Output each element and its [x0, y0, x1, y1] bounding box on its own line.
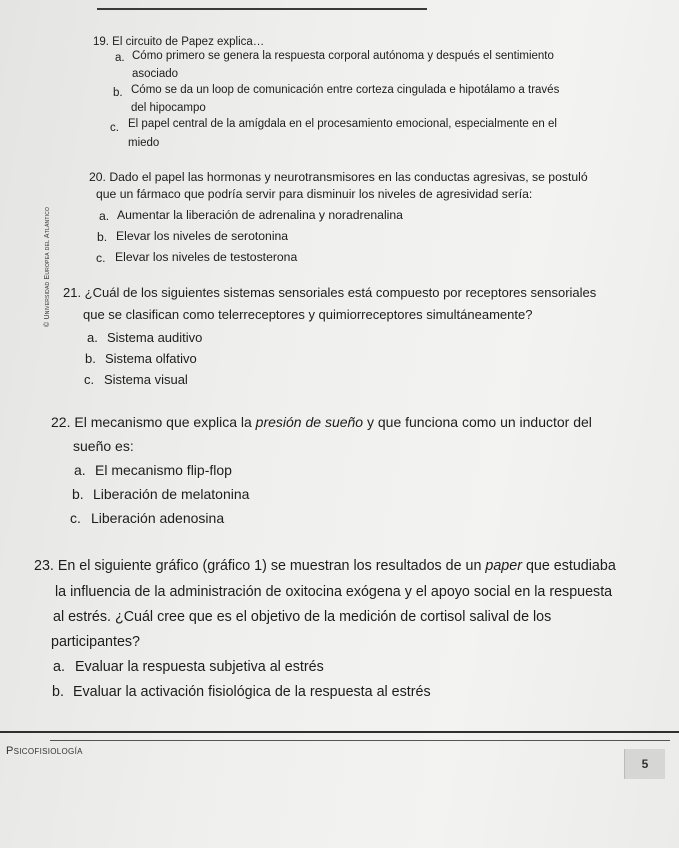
q22-stem-italic: presión de sueño	[255, 414, 364, 430]
q23-option-a-text: Evaluar la respuesta subjetiva al estrés	[75, 659, 324, 675]
q19-option-a-line2: asociado	[132, 68, 179, 80]
q23-line1-italic: paper	[485, 558, 522, 574]
q22-option-a-text: El mecanismo flip-flop	[95, 462, 232, 478]
q23-option-b-letter: b.	[52, 684, 64, 700]
q22-option-c-letter: c.	[70, 510, 81, 526]
top-rule	[97, 8, 427, 10]
q21-option-c-text: Sistema visual	[104, 372, 188, 387]
q20-option-a-text: Aumentar la liberación de adrenalina y noradrenalina	[117, 208, 403, 222]
q22-option-b-text: Liberación de melatonina	[93, 486, 250, 502]
side-copyright-label	[30, 205, 51, 327]
q23-option-a-letter: a.	[53, 659, 65, 675]
question-21-stem-line1: 21. ¿Cuál de los siguientes sistemas sensoriales está compuesto por receptores sensoriales	[63, 285, 597, 300]
q21-option-b-text: Sistema olfativo	[105, 351, 197, 366]
q19-option-a-line1: Cómo primero se genera la respuesta corporal autónoma y después el sentimiento	[132, 50, 554, 62]
footer-rule	[0, 731, 679, 733]
question-23-line2: la influencia de la administración de oxitocina exógena y el apoyo social en la respuesta	[55, 584, 613, 600]
question-23-line3: al estrés. ¿Cuál cree que es el objetivo de la medición de cortisol salival de los	[53, 609, 552, 625]
q19-option-c-letter: c.	[110, 122, 119, 134]
q21-option-a-letter: a.	[87, 330, 98, 345]
q19-option-c-line1: El papel central de la amígdala en el procesamiento emocional, especialmente en el	[128, 118, 557, 130]
question-22-stem-line1	[51, 414, 592, 430]
q20-option-b-text: Elevar los niveles de serotonina	[116, 229, 289, 243]
q22-option-a-letter: a.	[74, 462, 86, 478]
question-19-stem: 19. El circuito de Papez explica…	[93, 36, 265, 48]
q23-line1-suffix: que estudiaba	[521, 558, 616, 574]
q20-option-c-letter: c.	[96, 251, 106, 265]
question-22-stem-line2: sueño es:	[73, 438, 134, 454]
q21-option-b-letter: b.	[85, 351, 96, 366]
question-23-line1	[34, 558, 616, 574]
q23-option-b-text: Evaluar la activación fisiológica de la respuesta al estrés	[73, 684, 431, 700]
q19-option-b-letter: b.	[113, 87, 123, 99]
q19-option-b-line1: Cómo se da un loop de comunicación entre corteza cingulada e hipotálamo a través	[131, 84, 560, 96]
footer-course-title: Psicofisiología	[6, 745, 83, 757]
question-21-stem-line2: que se clasifican como telerreceptores y quimiorreceptores simultáneamente?	[83, 307, 533, 322]
q20-option-c-text: Elevar los niveles de testosterona	[115, 250, 298, 264]
page-number-text: 5	[641, 757, 649, 771]
question-20-stem-line1: 20. Dado el papel las hormonas y neurotransmisores en las conductas agresivas, se postuló	[89, 170, 588, 184]
q22-option-c-text: Liberación adenosina	[91, 510, 225, 526]
q22-stem-suffix: y que funciona como un inductor del	[363, 414, 592, 430]
q19-option-c-line2: miedo	[128, 137, 160, 149]
q19-option-b-line2: del hipocampo	[131, 102, 206, 114]
q20-option-b-letter: b.	[97, 230, 108, 244]
q22-stem-prefix: 22. El mecanismo que explica la	[51, 414, 256, 430]
q21-option-a-text: Sistema auditivo	[107, 330, 203, 345]
q20-option-a-letter: a.	[99, 209, 110, 223]
question-20-stem-line2: que un fármaco que podría servir para disminuir los niveles de agresividad sería:	[96, 187, 533, 201]
q22-option-b-letter: b.	[72, 486, 84, 502]
side-copyright-text: © Universidad Europea del Atlántico	[44, 206, 51, 327]
q23-line1-prefix: 23. En el siguiente gráfico (gráfico 1) se muestran los resultados de un	[34, 558, 486, 574]
footer-rule-thin	[50, 740, 670, 741]
question-23-line4: participantes?	[51, 634, 141, 650]
q19-option-a-letter: a.	[115, 52, 125, 64]
page-number	[624, 749, 665, 779]
q21-option-c-letter: c.	[84, 372, 95, 387]
